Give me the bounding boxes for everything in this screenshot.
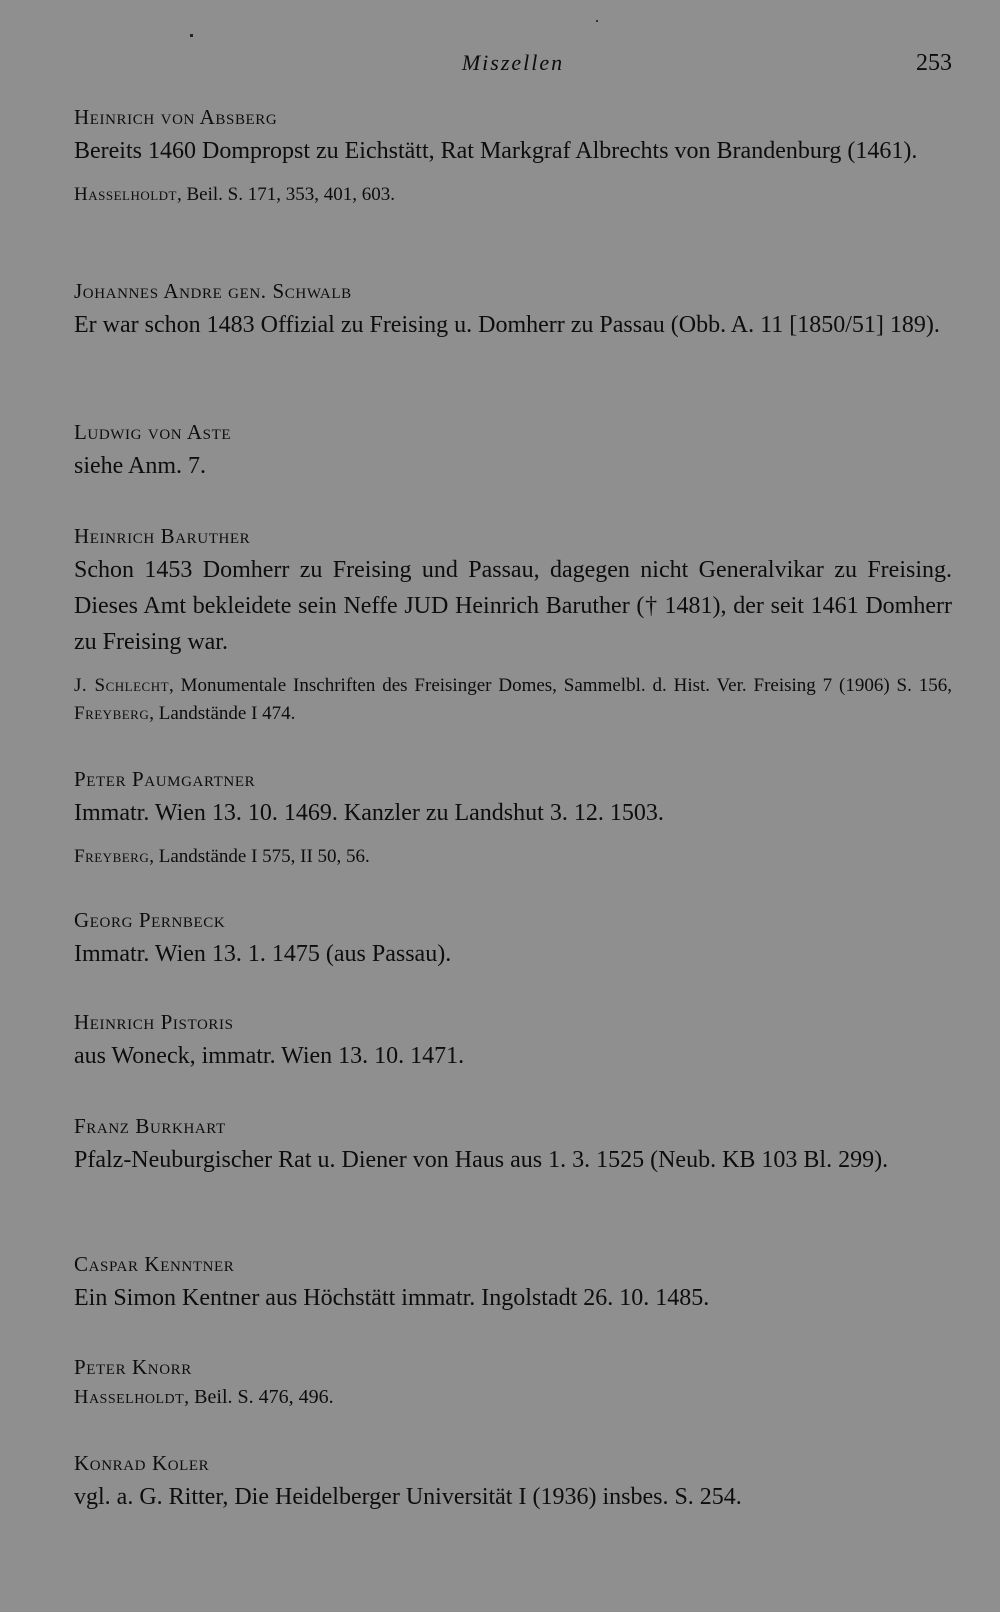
source-citation: , Landstände I 575, II 50, 56.	[149, 846, 370, 867]
entry-source	[74, 181, 952, 209]
entry-text: Immatr. Wien 13. 10. 1469. Kanzler zu Landshut 3. 12. 1503.	[74, 800, 664, 826]
entry-peter-paumgartner	[74, 765, 952, 871]
entry-georg-pernbeck	[74, 906, 952, 972]
entry-text: Immatr. Wien 13. 1. 1475 (aus Passau).	[74, 941, 452, 967]
source-author: Hasselholdt	[74, 1386, 185, 1408]
source-citation: , Landstände I 474.	[149, 703, 296, 724]
entry-text: Ein Simon Kentner aus Höchstätt immatr. Ingolstadt 26. 10. 1485.	[74, 1285, 710, 1311]
entry-name: Ludwig von Aste	[74, 420, 232, 444]
entry-name: Peter Paumgartner	[74, 767, 256, 791]
entry-text: vgl. a. G. Ritter, Die Heidelberger Universität I (1936) insbes. S. 254.	[74, 1484, 742, 1510]
page-number: 253	[916, 50, 952, 76]
entry-konrad-koler	[74, 1449, 952, 1515]
document-page	[74, 0, 952, 1612]
entry-johannes-andre	[74, 277, 952, 343]
source-author: J. Schlecht	[74, 675, 170, 696]
entry-name: Georg Pernbeck	[74, 908, 226, 932]
entry-heinrich-baruther	[74, 522, 952, 728]
entry-name: Heinrich von Absberg	[74, 105, 278, 129]
entry-heinrich-von-absberg	[74, 103, 952, 209]
source-citation: , Beil. S. 171, 353, 401, 603.	[177, 184, 395, 205]
source-author: Freyberg	[74, 846, 150, 867]
entry-text	[74, 1383, 952, 1411]
entry-text: Schon 1453 Domherr zu Freising und Passau, dagegen nicht Generalvikar zu Freising. Dieses Amt bekleidete sein Neffe JUD Heinrich Baruther († 1481), der seit 1461 Domherr zu Freising war.	[74, 557, 952, 655]
entry-source	[74, 843, 952, 871]
source-citation: , Beil. S. 476, 496.	[184, 1386, 334, 1408]
running-head	[74, 50, 952, 80]
source-author: Hasselholdt	[74, 184, 177, 205]
entry-heinrich-pistoris	[74, 1008, 952, 1074]
entry-franz-burkhart	[74, 1112, 952, 1178]
entry-name: Konrad Koler	[74, 1451, 210, 1475]
entry-name: Franz Burkhart	[74, 1114, 226, 1138]
entry-text: Er war schon 1483 Offizial zu Freising u. Domherr zu Passau (Obb. A. 11 [1850/51] 189).	[74, 312, 940, 338]
entry-text: Bereits 1460 Dompropst zu Eichstätt, Rat Markgraf Albrechts von Brandenburg (1461).	[74, 138, 918, 164]
source-citation: , Monumentale Inschriften des Freisinger Domes, Sammelbl. d. Hist. Ver. Freising 7 (1906) S. 156,	[169, 675, 952, 696]
entry-name: Heinrich Baruther	[74, 524, 251, 548]
entry-name: Caspar Kenntner	[74, 1252, 235, 1276]
entry-source	[74, 672, 952, 728]
entry-ludwig-von-aste	[74, 418, 952, 484]
source-author: Freyberg	[74, 703, 150, 724]
entry-text: aus Woneck, immatr. Wien 13. 10. 1471.	[74, 1043, 465, 1069]
entry-name: Peter Knorr	[74, 1355, 192, 1379]
entry-text: siehe Anm. 7.	[74, 453, 206, 479]
entry-text: Pfalz-Neuburgischer Rat u. Diener von Haus aus 1. 3. 1525 (Neub. KB 103 Bl. 299).	[74, 1147, 889, 1173]
entry-peter-knorr	[74, 1353, 952, 1411]
entry-name: Johannes Andre gen. Schwalb	[74, 279, 352, 303]
entry-caspar-kenntner	[74, 1250, 952, 1316]
entry-name: Heinrich Pistoris	[74, 1010, 234, 1034]
running-title: Miszellen	[461, 50, 565, 75]
